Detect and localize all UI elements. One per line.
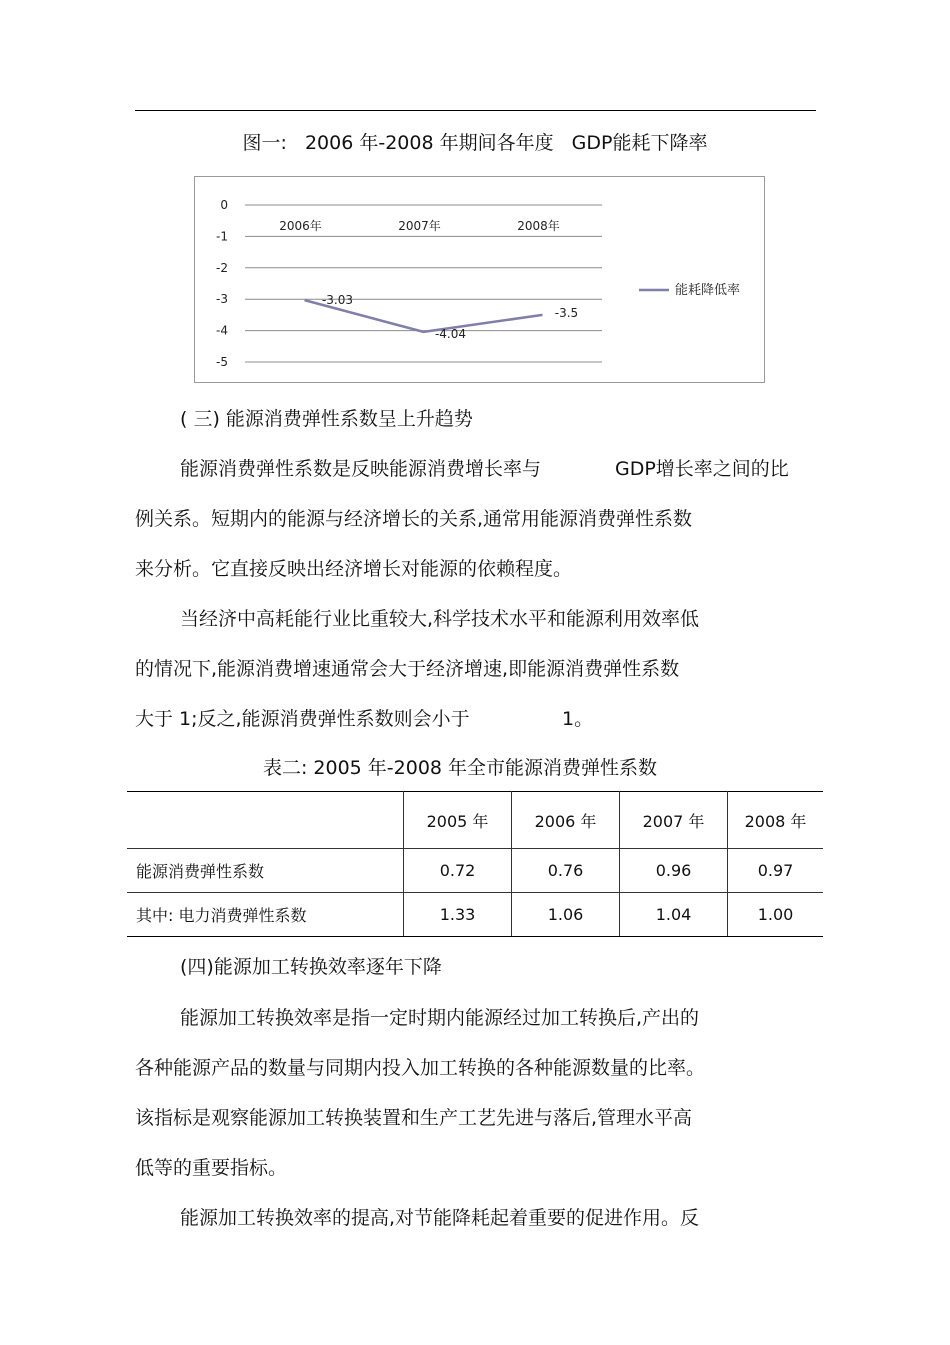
header-rule [135,110,816,111]
figure-title-label: 图一: [242,132,287,154]
section-heading-3: ( 三) 能源消费弹性系数呈上升趋势 [180,408,473,430]
paragraph-line: 的情况下,能源消费增速通常会大于经济增速,即能源消费弹性系数 [135,658,680,680]
table-header-cell [127,792,404,849]
line-chart [194,176,765,383]
paragraph-line: 能源消费弹性系数是反映能源消费增长率与 [180,458,542,480]
paragraph-line: 能源加工转换效率是指一定时期内能源经过加工转换后,产出的 [180,1007,700,1029]
data-label: -3.5 [554,305,579,320]
y-tick-label: -5 [216,355,228,369]
paragraph-line: GDP增长率之间的比 [615,458,789,480]
elasticity-table [127,791,823,937]
y-tick-label: -2 [216,260,228,275]
table-header-cell: 2008 年 [728,792,824,849]
table-header-cell: 2007 年 [620,792,728,849]
paragraph-line: 1。 [562,708,594,730]
paragraph-line: 例关系。短期内的能源与经济增长的关系,通常用能源消费弹性系数 [135,508,693,530]
table-cell: 1.33 [404,893,512,937]
chart-canvas [195,177,764,382]
figure-title-subject: GDP能耗下降率 [571,132,708,154]
table-cell: 1.00 [728,893,824,937]
x-tick-label: 2008年 [517,219,560,233]
paragraph-line: 大于 1;反之,能源消费弹性系数则会小于 [135,708,470,730]
figure-title-period: 2006 年-2008 年期间各年度 [304,132,554,154]
y-tick-label: -4 [216,323,228,338]
y-tick-label: -3 [216,292,228,307]
table-title: 表二: 2005 年-2008 年全市能源消费弹性系数 [262,757,658,779]
paragraph-line: 来分析。它直接反映出经济增长对能源的依赖程度。 [135,558,573,580]
table-cell: 0.96 [620,849,728,893]
paragraph-line: 该指标是观察能源加工转换装置和生产工艺先进与落后,管理水平高 [135,1107,693,1129]
row-label: 其中: 电力消费弹性系数 [127,893,404,937]
paragraph-line: 各种能源产品的数量与同期内投入加工转换的各种能源数量的比率。 [135,1057,706,1079]
y-tick-label: 0 [220,198,228,212]
section-heading-4: (四)能源加工转换效率逐年下降 [180,956,442,978]
table-header-row [127,792,823,849]
x-tick-label: 2007年 [398,219,441,233]
table-cell: 0.76 [512,849,620,893]
paragraph-line: 当经济中高耗能行业比重较大,科学技术水平和能源利用效率低 [180,608,700,630]
x-tick-label: 2006年 [279,219,322,233]
data-label: -4.04 [434,326,467,341]
table-cell: 1.06 [512,893,620,937]
table-header-cell: 2005 年 [404,792,512,849]
table-cell: 1.04 [620,893,728,937]
row-label: 能源消费弹性系数 [127,849,404,893]
data-label: -3.03 [321,293,354,308]
figure-title [0,128,950,155]
table-cell: 0.72 [404,849,512,893]
paragraph-line: 能源加工转换效率的提高,对节能降耗起着重要的促进作用。反 [180,1207,700,1229]
table-row [127,893,823,937]
legend-label: 能耗降低率 [675,283,741,298]
table-row [127,849,823,893]
table-header-cell: 2006 年 [512,792,620,849]
y-tick-label: -1 [216,229,228,244]
table-cell: 0.97 [728,849,824,893]
paragraph-line: 低等的重要指标。 [135,1157,288,1179]
